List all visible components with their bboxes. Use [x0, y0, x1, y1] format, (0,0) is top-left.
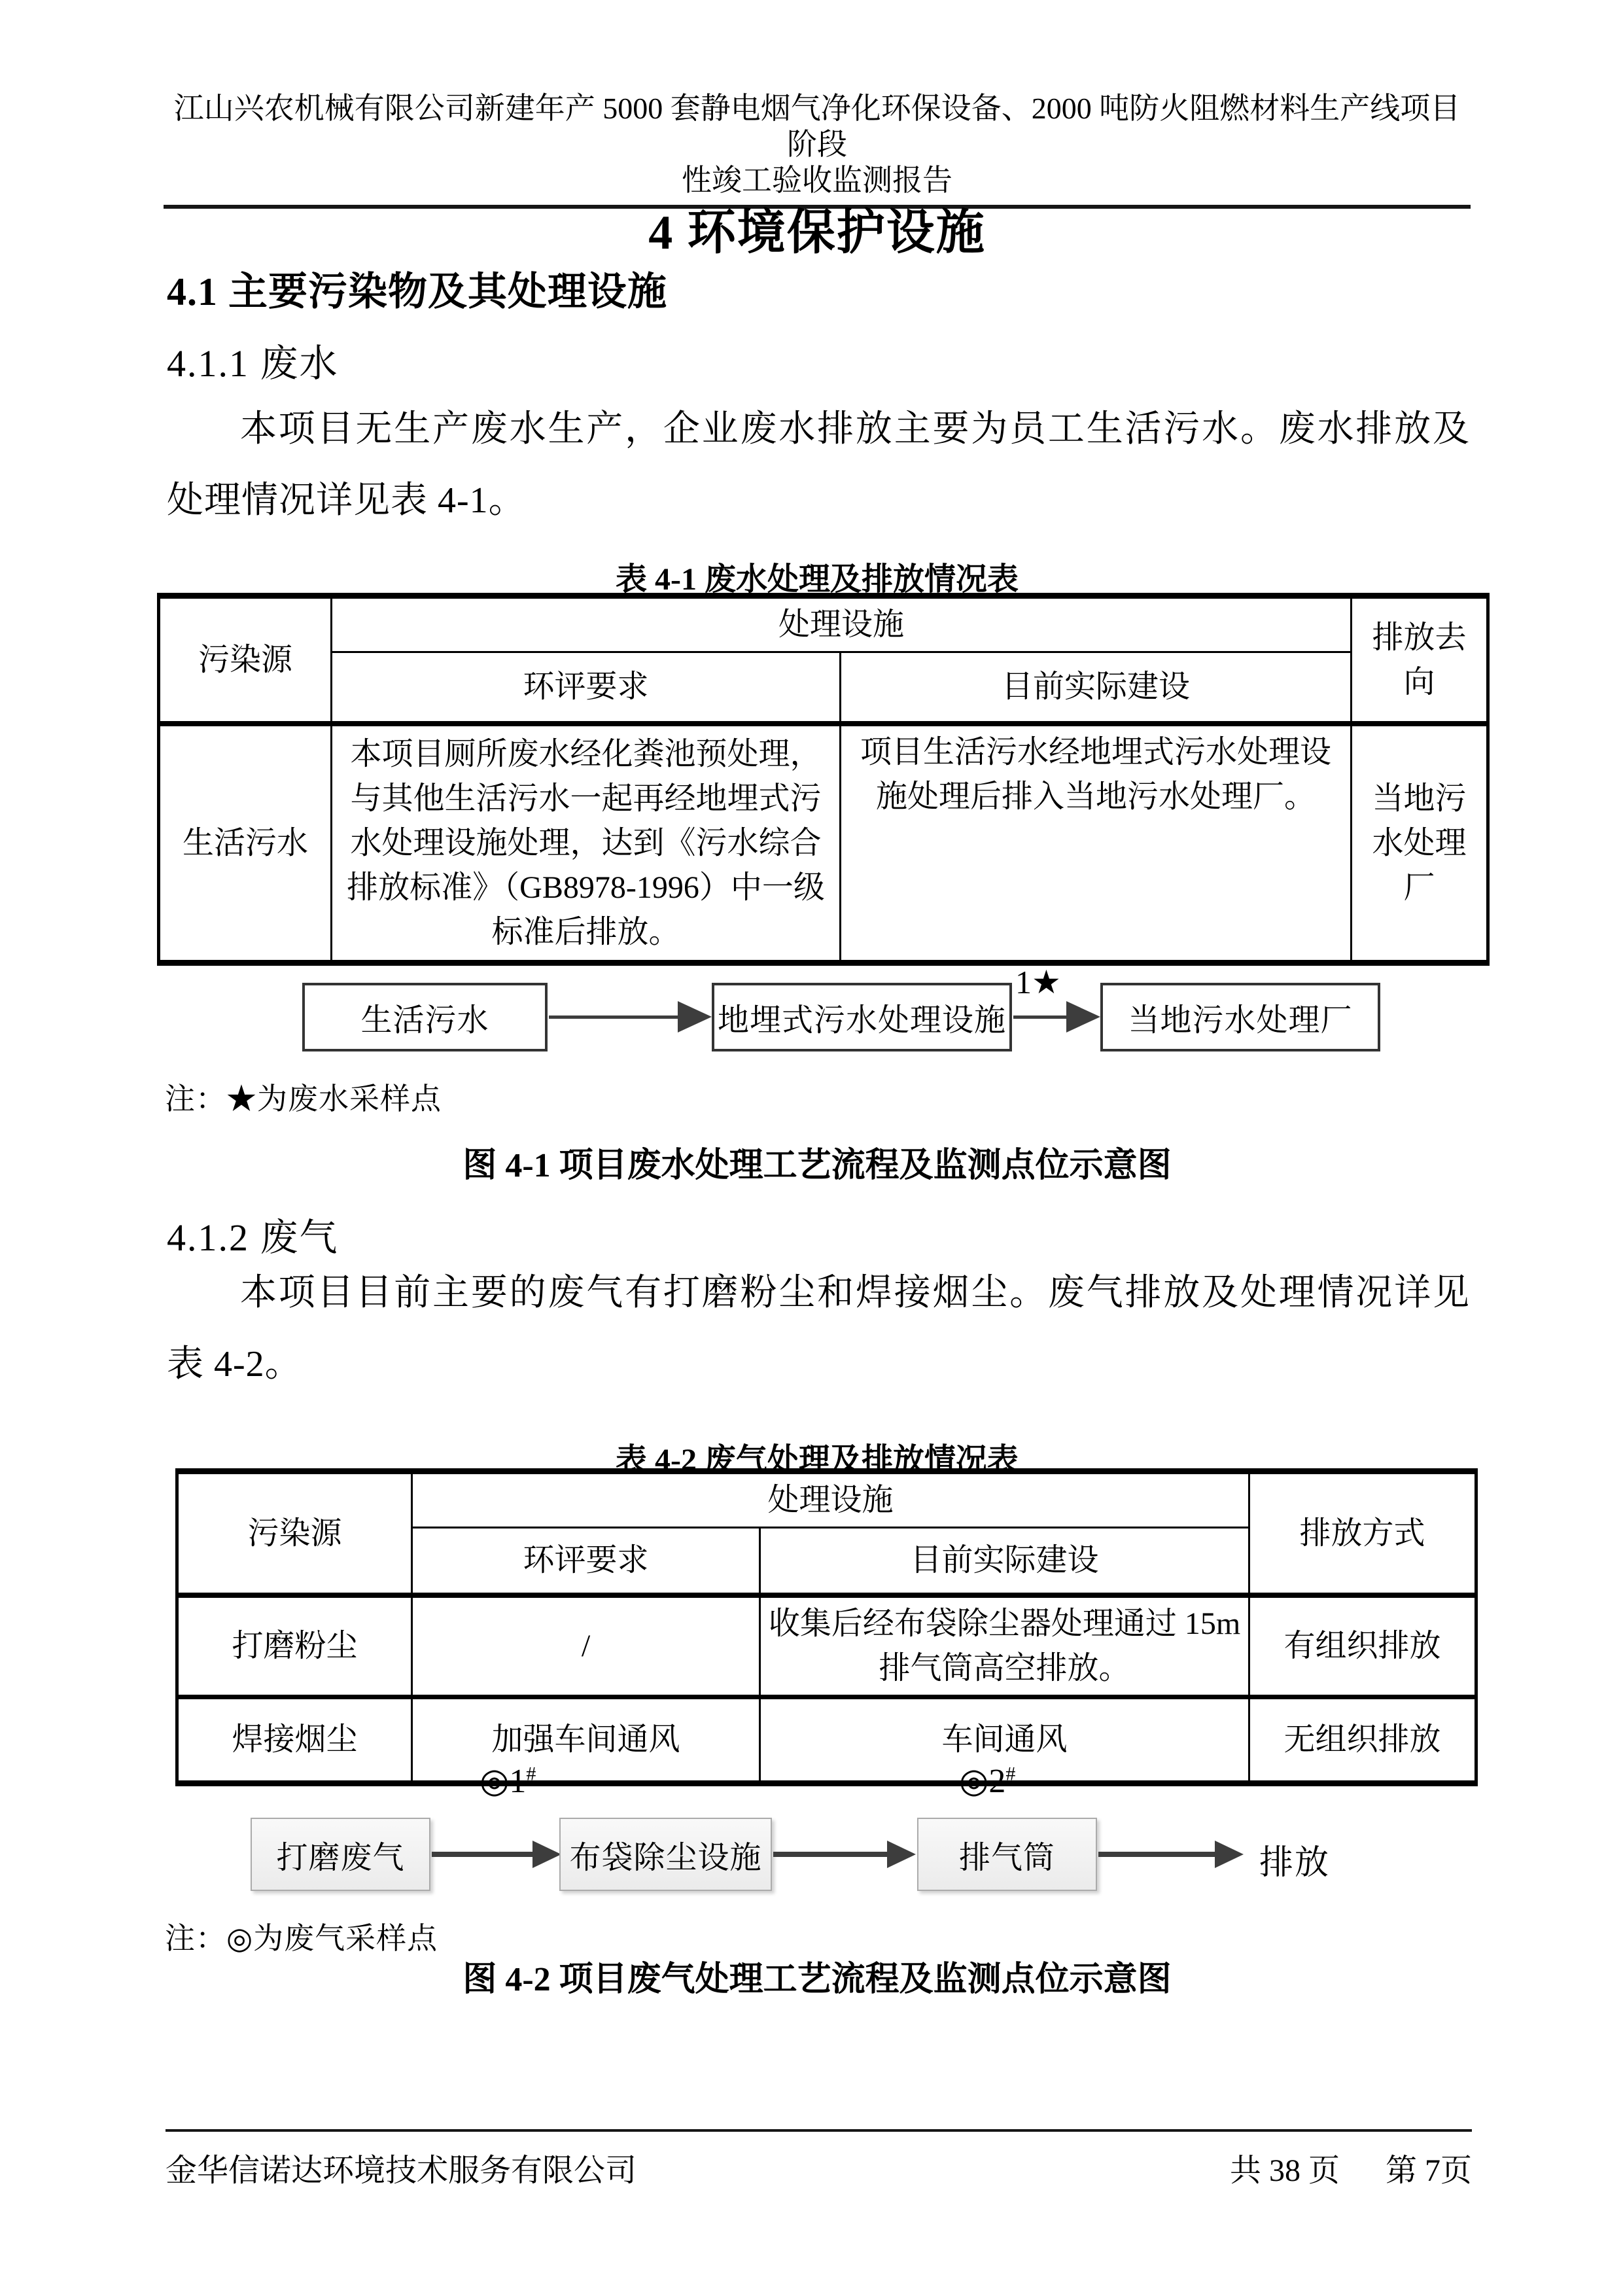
table-4-2-caption: 表 4-2 废气处理及排放情况表	[616, 1443, 1019, 1477]
figure-4-2-note: 注：◎为废气采样点	[165, 1922, 438, 1955]
flow-arrow-line	[1013, 1016, 1069, 1019]
page-footer	[166, 2145, 1472, 2190]
flow-arrow-head-icon	[1215, 1841, 1244, 1868]
table-4-2	[175, 1468, 1478, 1786]
cell-eia: 加强车间通风	[412, 1697, 760, 1784]
col-header-facility: 处理设施	[412, 1472, 1249, 1528]
sampling-point-1-star-marker: 1★	[1015, 964, 1061, 1000]
flow-box-buried-treatment-facility: 地埋式污水处理设施	[712, 983, 1012, 1051]
cell-source: 焊接烟尘	[177, 1697, 412, 1784]
wastewater-paragraph: 本项目无生产废水生产，企业废水排放主要为员工生活污水。废水排放及处理情况详见表 4-1。	[167, 409, 1470, 521]
flow-box-exhaust-stack: 排气筒	[917, 1818, 1097, 1891]
marker-base: ◎1	[480, 1763, 527, 1800]
footer-divider	[166, 2129, 1472, 2132]
col-header-actual: 目前实际建设	[841, 652, 1352, 724]
flow-outlet-label: 排放	[1259, 1845, 1331, 1882]
flow-box-bag-dust-collector: 布袋除尘设施	[559, 1818, 772, 1891]
flow-arrow-head-icon	[532, 1841, 561, 1868]
table-4-1	[157, 593, 1490, 966]
footer-total-pages: 共 38 页	[1229, 2153, 1340, 2188]
flow-arrow-head-icon	[1066, 1001, 1100, 1033]
figure-4-1-caption: 图 4-1 项目废水处理工艺流程及监测点位示意图	[462, 1147, 1172, 1184]
figure-4-2-flow-diagram	[0, 1761, 1623, 1925]
section-4-1-2-heading: 4.1.2 废气	[167, 1216, 339, 1259]
flow-arrow-line	[1098, 1852, 1217, 1857]
cell-destination: 当地污水处理厂	[1352, 724, 1488, 963]
table-4-1-caption: 表 4-1 废水处理及排放情况表	[616, 562, 1019, 597]
table-row	[159, 724, 1488, 963]
cell-mode: 有组织排放	[1249, 1595, 1476, 1697]
flow-arrow-head-icon	[887, 1841, 916, 1868]
flow-box-domestic-sewage: 生活污水	[302, 983, 548, 1051]
footer-current-page: 第 7页	[1385, 2153, 1472, 2188]
sampling-point-2-marker	[959, 1761, 1015, 1801]
cell-eia: 本项目厕所废水经化粪池预处理，与其他生活污水一起再经地埋式污水处理设施处理，达到《污水综合排放标准》（GB8978-1996）中一级标准后排放。	[332, 724, 841, 963]
flow-box-grinding-gas: 打磨废气	[251, 1818, 430, 1891]
marker-sup: #	[1005, 1763, 1016, 1785]
col-header-eia: 环评要求	[332, 652, 841, 724]
flow-arrow-line	[432, 1852, 535, 1857]
table-row	[159, 596, 1488, 652]
marker-sup: #	[526, 1763, 536, 1785]
cell-actual: 项目生活污水经地埋式污水处理设施处理后排入当地污水处理厂。	[841, 724, 1352, 963]
col-header-facility: 处理设施	[332, 596, 1352, 652]
col-header-mode: 排放方式	[1249, 1472, 1476, 1596]
section-4-1-1-heading: 4.1.1 废水	[167, 342, 339, 385]
waste-gas-paragraph: 本项目目前主要的废气有打磨粉尘和焊接烟尘。废气排放及处理情况详见表 4-2。	[167, 1273, 1470, 1385]
col-header-actual: 目前实际建设	[760, 1528, 1249, 1596]
figure-4-1-note: 注：★为废水采样点	[165, 1082, 442, 1116]
sampling-point-1-marker	[480, 1761, 536, 1801]
section-4-1-heading: 4.1 主要污染物及其处理设施	[167, 270, 667, 313]
marker-base: ◎2	[959, 1763, 1006, 1800]
table-row	[159, 652, 1488, 724]
cell-eia: /	[412, 1595, 760, 1697]
cell-actual: 车间通风	[760, 1697, 1249, 1784]
col-header-eia: 环评要求	[412, 1528, 760, 1596]
table-row	[177, 1472, 1476, 1528]
flow-arrow-head-icon	[678, 1001, 712, 1033]
page-header-line2: 性竣工验收监测报告	[682, 164, 952, 197]
footer-company: 金华信诺达环境技术服务有限公司	[166, 2153, 637, 2188]
flow-box-local-sewage-plant: 当地污水处理厂	[1100, 983, 1380, 1051]
flow-arrow-line	[773, 1852, 890, 1857]
col-header-source: 污染源	[159, 596, 332, 724]
cell-source: 打磨粉尘	[177, 1595, 412, 1697]
flow-arrow-line	[549, 1016, 680, 1019]
table-row	[177, 1595, 1476, 1697]
col-header-destination: 排放去向	[1352, 596, 1488, 724]
cell-actual: 收集后经布袋除尘器处理通过 15m 排气筒高空排放。	[760, 1595, 1249, 1697]
cell-mode: 无组织排放	[1249, 1697, 1476, 1784]
figure-4-2-caption: 图 4-2 项目废气处理工艺流程及监测点位示意图	[462, 1961, 1172, 1998]
col-header-source: 污染源	[177, 1472, 412, 1596]
chapter-title: 4 环境保护设施	[648, 206, 986, 260]
cell-source: 生活污水	[159, 724, 332, 963]
page-header-line1: 江山兴农机械有限公司新建年产 5000 套静电烟气净化环保设备、2000 吨防火阻燃材料生产线项目阶段	[173, 92, 1461, 161]
footer-pagination	[1230, 2145, 1472, 2190]
page-header	[164, 90, 1471, 209]
